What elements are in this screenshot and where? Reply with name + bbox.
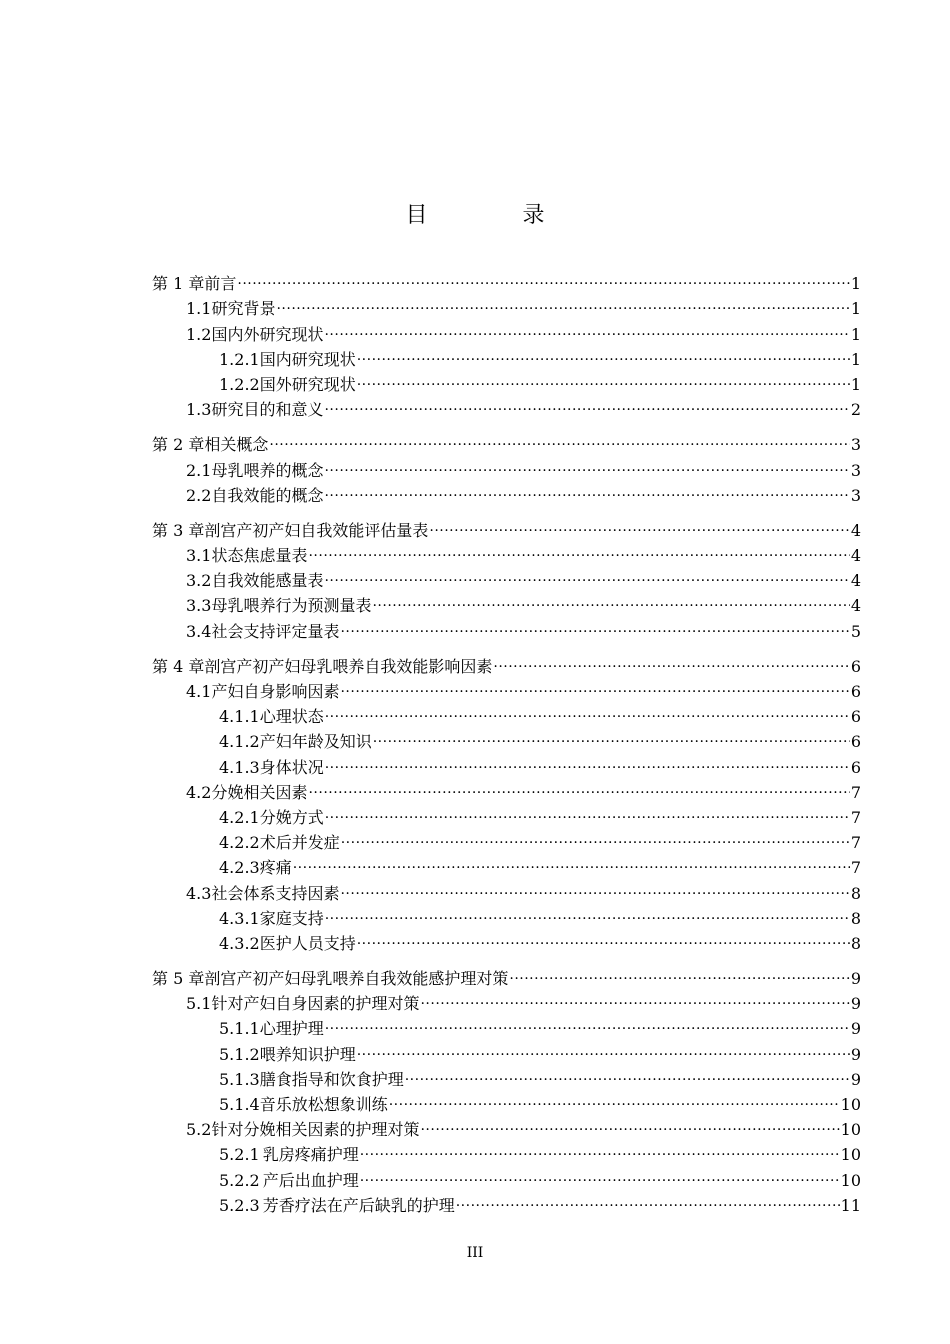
toc-entry-page: 4: [850, 546, 861, 566]
toc-entry-title: 喂养知识护理: [259, 1044, 356, 1064]
toc-entry-title: 母乳喂养行为预测量表: [211, 596, 372, 616]
dot-leader: [325, 1014, 850, 1035]
toc-entry-3-3[interactable]: [152, 591, 861, 616]
dot-leader: [269, 430, 849, 451]
page-title: 目 录: [405, 203, 589, 228]
toc-entry-number: 4.1.3: [219, 757, 260, 777]
toc-entry-5-1-3[interactable]: [152, 1065, 861, 1090]
toc-entry-number: 4.3.2: [219, 933, 260, 953]
toc-entry-page: 9: [850, 969, 861, 989]
dot-leader: [357, 1040, 850, 1061]
toc-entry-title: 剖宫产初产妇母乳喂养自我效能感护理对策: [204, 969, 509, 989]
toc-entry-1-2[interactable]: [152, 319, 861, 344]
toc-entry-page: 3: [850, 460, 861, 480]
toc-entry-5-1-1[interactable]: [152, 1014, 861, 1039]
toc-entry-number: 2.2: [186, 485, 212, 505]
dot-leader: [420, 989, 849, 1010]
toc-entry-title: 相关概念: [204, 435, 269, 455]
toc-entry-5-2-3[interactable]: [152, 1191, 861, 1216]
toc-entry-4-1-1[interactable]: [152, 702, 861, 727]
dot-leader: [405, 1065, 850, 1086]
toc-entry-5-2[interactable]: [152, 1115, 861, 1140]
dot-leader: [357, 370, 850, 391]
toc-entry-title: 乳房疼痛护理: [262, 1145, 359, 1165]
toc-entry-1-3[interactable]: [152, 395, 861, 420]
dot-leader: [340, 879, 849, 900]
toc-entry-1-1[interactable]: [152, 294, 861, 319]
toc-entry-page: 8: [850, 908, 861, 928]
dot-leader: [308, 778, 849, 799]
toc-entry-page: 1: [850, 274, 861, 294]
toc-entry-4-2[interactable]: [152, 778, 861, 803]
toc-entry-number: 4.3: [186, 883, 212, 903]
toc-entry-title: 针对分娩相关因素的护理对策: [211, 1120, 420, 1140]
toc-entry-chapter-2[interactable]: [152, 430, 861, 455]
toc-entry-4-3-2[interactable]: [152, 929, 861, 954]
toc-entry-title: 音乐放松想象训练: [259, 1095, 388, 1114]
toc-entry-title: 产妇年龄及知识: [259, 732, 372, 752]
dot-leader: [325, 803, 850, 824]
dot-leader: [373, 727, 850, 748]
toc-entry-number: 1.2: [186, 324, 212, 344]
toc-entry-number: 4.1: [186, 682, 212, 701]
toc-entry-number: 4.2: [186, 782, 212, 802]
toc-entry-page: 6: [850, 656, 861, 676]
toc-entry-4-2-3[interactable]: [152, 853, 861, 878]
toc-entry-chapter-4[interactable]: [152, 652, 861, 677]
toc-entry-number: 4.3.1: [219, 908, 260, 928]
toc-entry-title: 疼痛: [259, 858, 292, 878]
dot-leader: [456, 1191, 840, 1212]
toc-entry-page: 9: [850, 1019, 861, 1039]
toc-entry-number: 4.2.3: [219, 858, 260, 878]
toc-entry-page: 10: [840, 1170, 861, 1190]
toc-entry-page: 1: [850, 324, 861, 344]
toc-entry-4-3-1[interactable]: [152, 904, 861, 929]
dot-leader: [324, 456, 849, 477]
toc-entry-title: 研究背景: [211, 299, 276, 319]
toc-entry-chapter-5[interactable]: [152, 964, 861, 989]
toc-entry-title: 身体状况: [259, 757, 324, 777]
toc-entry-title: 前言: [204, 274, 237, 294]
toc-entry-5-1-4[interactable]: [152, 1090, 861, 1115]
toc-entry-page: 5: [850, 621, 861, 641]
toc-entry-page: 9: [850, 1044, 861, 1064]
toc-entry-number: 5.1.3: [219, 1069, 260, 1089]
page-number-footer: III: [466, 1245, 484, 1261]
toc-entry-number: 1.1: [186, 299, 212, 319]
toc-entry-page: 10: [840, 1095, 861, 1114]
dot-leader: [340, 677, 849, 698]
toc-entry-page: 8: [850, 933, 861, 953]
toc-entry-number: 2.1: [186, 460, 212, 480]
toc-entry-page: 4: [850, 520, 861, 540]
toc-entry-title: 芳香疗法在产后缺乳的护理: [262, 1195, 455, 1215]
toc-entry-title: 术后并发症: [259, 833, 340, 853]
toc-entry-chapter-3[interactable]: [152, 516, 861, 541]
toc-entry-page: 6: [850, 732, 861, 752]
dot-leader: [357, 345, 850, 366]
dot-leader: [237, 269, 849, 290]
toc-entry-page: 6: [850, 682, 861, 701]
toc-entry-title: 国内研究现状: [259, 349, 356, 369]
toc-entry-title: 产后出血护理: [262, 1170, 359, 1190]
toc-entry-number: 4.2.2: [219, 833, 260, 853]
dot-leader: [340, 617, 849, 638]
toc-entry-5-1-2[interactable]: [152, 1039, 861, 1064]
toc-entry-number: 5.2.2: [219, 1170, 260, 1190]
toc-entry-title: 国内外研究现状: [211, 324, 324, 344]
dot-leader: [341, 828, 850, 849]
toc-entry-title: 剖宫产初产妇自我效能评估量表: [204, 520, 429, 540]
table-of-contents: [152, 269, 861, 1216]
dot-leader: [389, 1090, 840, 1111]
dot-leader: [324, 320, 849, 341]
toc-entry-1-2-1[interactable]: [152, 345, 861, 370]
toc-entry-page: 10: [840, 1145, 861, 1165]
toc-entry-number: 5.1.2: [219, 1044, 260, 1064]
toc-entry-number: 1.2.2: [219, 374, 260, 394]
dot-leader: [372, 591, 849, 612]
toc-entry-title: 分娩相关因素: [211, 782, 308, 802]
toc-entry-number: 3.4: [186, 621, 212, 641]
toc-entry-page: 8: [850, 883, 861, 903]
toc-entry-number: 第 1 章: [152, 274, 205, 294]
dot-leader: [324, 395, 849, 416]
toc-entry-title: 状态焦虑量表: [211, 546, 308, 566]
dot-leader: [325, 904, 850, 925]
toc-entry-number: 第 2 章: [152, 435, 205, 455]
toc-entry-3-1[interactable]: [152, 541, 861, 566]
toc-entry-page: 6: [850, 757, 861, 777]
toc-entry-title: 自我效能感量表: [211, 571, 324, 591]
toc-entry-4-2-2[interactable]: [152, 828, 861, 853]
toc-entry-2-2[interactable]: [152, 481, 861, 506]
toc-entry-title: 家庭支持: [259, 908, 324, 928]
toc-entry-title: 心理护理: [259, 1019, 324, 1039]
toc-entry-number: 5.1: [186, 994, 212, 1014]
toc-entry-number: 1.2.1: [219, 349, 260, 369]
toc-entry-page: 11: [840, 1195, 861, 1215]
toc-entry-5-1[interactable]: [152, 989, 861, 1014]
toc-entry-number: 3.3: [186, 596, 212, 616]
toc-entry-page: 7: [850, 858, 861, 878]
toc-entry-number: 5.1.1: [219, 1019, 260, 1039]
toc-entry-number: 第 3 章: [152, 520, 205, 540]
toc-entry-number: 3.2: [186, 571, 212, 591]
toc-entry-3-2[interactable]: [152, 566, 861, 591]
toc-entry-page: 3: [850, 435, 861, 455]
toc-entry-page: 4: [850, 571, 861, 591]
dot-leader: [420, 1115, 839, 1136]
dot-leader: [276, 294, 849, 315]
toc-entry-number: 5.1.4: [219, 1095, 260, 1114]
toc-entry-4-3[interactable]: [152, 878, 861, 903]
toc-entry-page: 7: [850, 833, 861, 853]
toc-entry-number: 5.2.3: [219, 1195, 260, 1215]
toc-entry-page: 4: [850, 596, 861, 616]
toc-entry-title: 剖宫产初产妇母乳喂养自我效能影响因素: [204, 656, 493, 676]
toc-entry-number: 第 5 章: [152, 969, 205, 989]
toc-entry-number: 5.2: [186, 1120, 212, 1140]
dot-leader: [308, 541, 849, 562]
dot-leader: [360, 1140, 840, 1161]
toc-entry-4-1-2[interactable]: [152, 727, 861, 752]
dot-leader: [325, 702, 850, 723]
toc-entry-number: 3.1: [186, 546, 212, 566]
toc-entry-page: 1: [850, 299, 861, 319]
toc-entry-3-4[interactable]: [152, 616, 861, 641]
toc-entry-title: 心理状态: [259, 707, 324, 727]
toc-entry-page: 6: [850, 707, 861, 727]
toc-entry-title: 分娩方式: [259, 807, 324, 827]
toc-entry-title: 研究目的和意义: [211, 400, 324, 420]
toc-entry-2-1[interactable]: [152, 455, 861, 480]
toc-entry-number: 4.2.1: [219, 807, 260, 827]
toc-entry-title: 自我效能的概念: [211, 485, 324, 505]
toc-entry-title: 针对产妇自身因素的护理对策: [211, 994, 420, 1014]
toc-entry-title: 产妇自身影响因素: [211, 682, 340, 701]
toc-entry-number: 第 4 章: [152, 656, 205, 676]
toc-entry-number: 5.2.1: [219, 1145, 260, 1165]
toc-entry-title: 社会体系支持因素: [211, 883, 340, 903]
toc-entry-title: 医护人员支持: [259, 933, 356, 953]
toc-entry-page: 2: [850, 400, 861, 420]
toc-entry-number: 4.1.1: [219, 707, 260, 727]
toc-entry-4-1-3[interactable]: [152, 752, 861, 777]
dot-leader: [493, 652, 849, 673]
toc-entry-page: 10: [840, 1120, 861, 1140]
toc-entry-page: 3: [850, 485, 861, 505]
toc-entry-title: 膳食指导和饮食护理: [259, 1069, 404, 1089]
dot-leader: [324, 566, 849, 587]
toc-entry-4-2-1[interactable]: [152, 803, 861, 828]
dot-leader: [429, 516, 849, 537]
toc-entry-page: 1: [850, 349, 861, 369]
toc-entry-title: 国外研究现状: [259, 374, 356, 394]
toc-entry-1-2-2[interactable]: [152, 370, 861, 395]
toc-entry-5-2-1[interactable]: [152, 1140, 861, 1165]
toc-entry-page: 9: [850, 1069, 861, 1089]
dot-leader: [360, 1166, 840, 1187]
toc-entry-title: 社会支持评定量表: [211, 621, 340, 641]
toc-entry-page: 7: [850, 782, 861, 802]
toc-entry-chapter-1[interactable]: [152, 269, 861, 294]
toc-entry-number: 1.3: [186, 400, 212, 420]
dot-leader: [324, 481, 849, 502]
toc-entry-title: 母乳喂养的概念: [211, 460, 324, 480]
toc-entry-page: 1: [850, 374, 861, 394]
toc-entry-5-2-2[interactable]: [152, 1165, 861, 1190]
dot-leader: [509, 964, 849, 985]
toc-entry-number: 4.1.2: [219, 732, 260, 752]
toc-entry-4-1[interactable]: [152, 677, 861, 702]
toc-entry-page: 9: [850, 994, 861, 1014]
dot-leader: [325, 753, 850, 774]
dot-leader: [293, 853, 850, 874]
toc-entry-page: 7: [850, 807, 861, 827]
dot-leader: [357, 929, 850, 950]
